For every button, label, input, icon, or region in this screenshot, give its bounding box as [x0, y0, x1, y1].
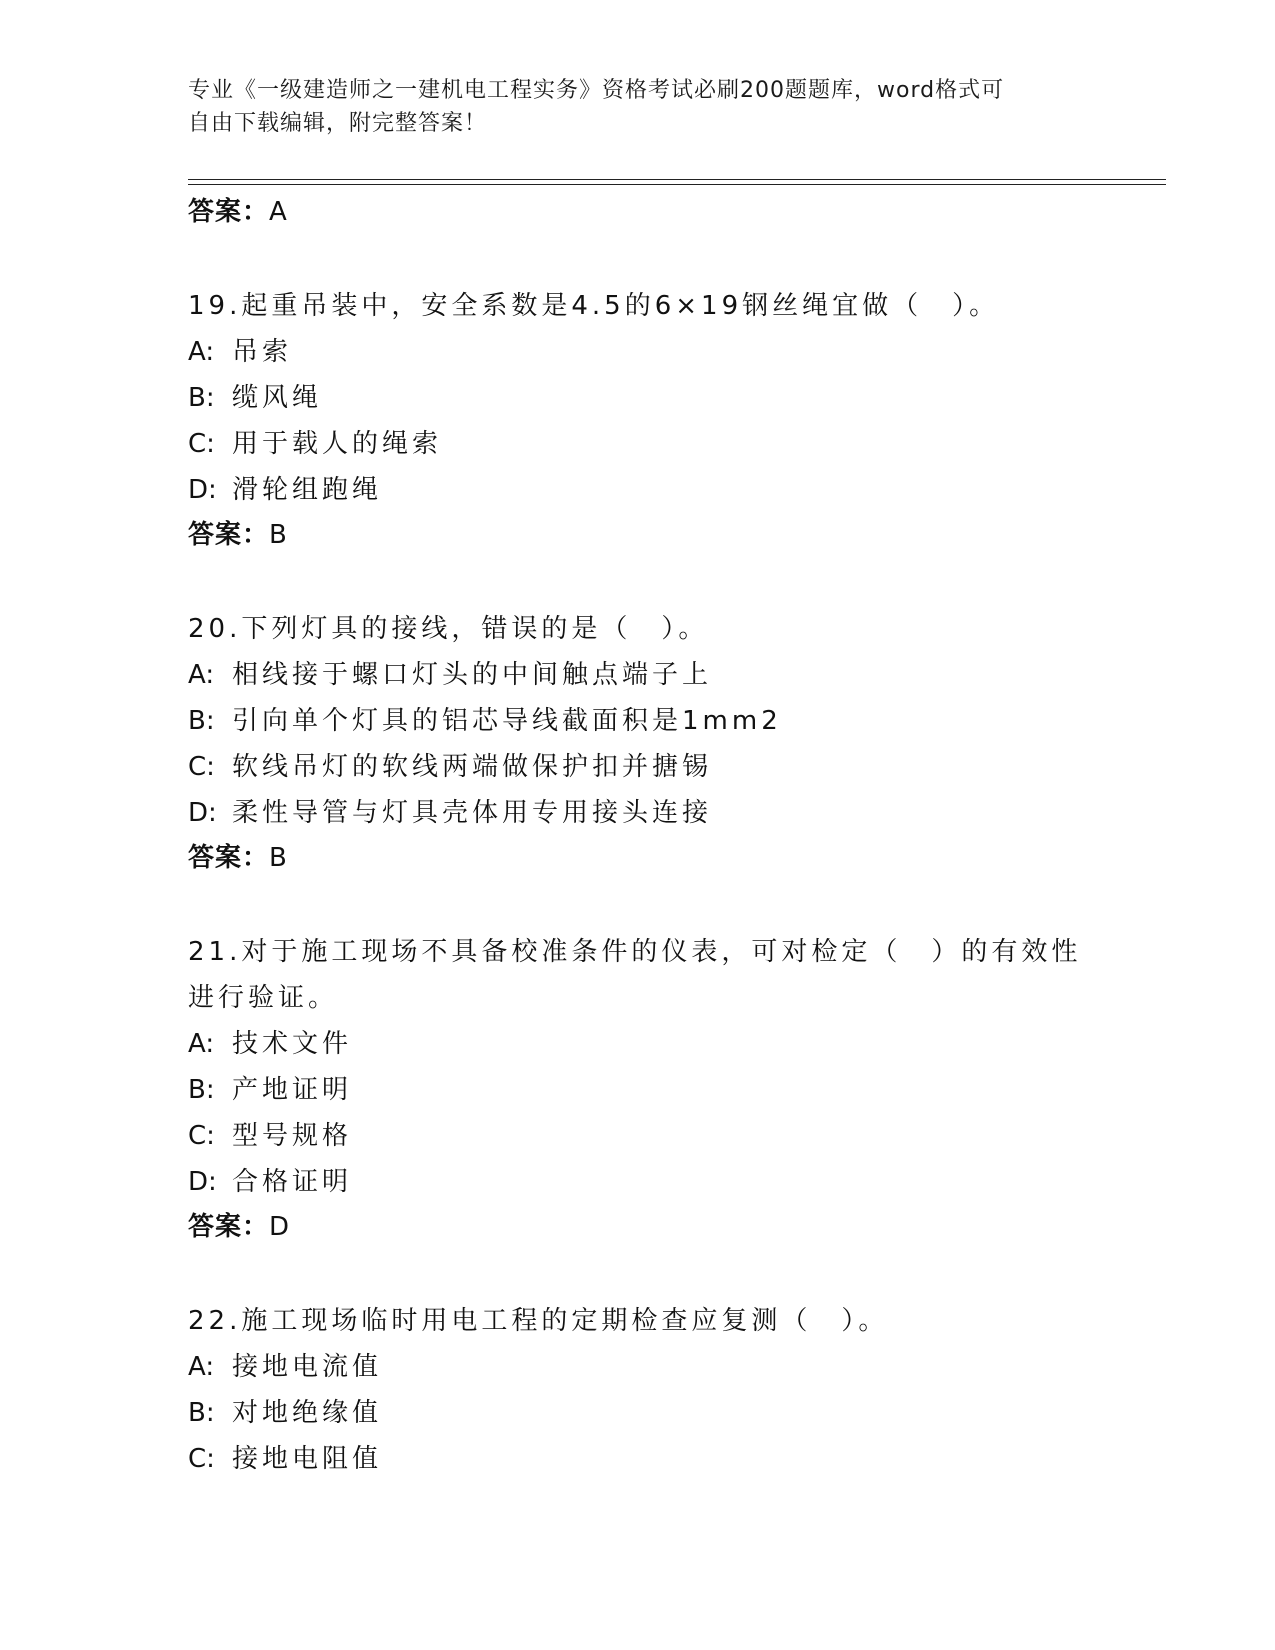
option-row	[188, 1021, 1088, 1067]
option-key: B:	[188, 1075, 215, 1105]
option-key: A:	[188, 337, 215, 367]
question-block	[188, 283, 1088, 557]
option-text: 柔性导管与灯具壳体用专用接头连接	[232, 798, 713, 828]
option-row	[188, 1344, 1088, 1390]
question-text: 21.对于施工现场不具备校准条件的仪表，可对检定（ ）的有效性进行验证。	[188, 937, 1082, 1013]
answer-line	[188, 1205, 1088, 1249]
header-line-1: 专业《一级建造师之一建机电工程实务》资格考试必刷200题题库，word格式可	[188, 78, 1005, 103]
question-list	[188, 190, 1088, 1482]
option-text: 用于载人的绳索	[232, 429, 443, 459]
option-key: B:	[188, 1398, 215, 1428]
option-row	[188, 790, 1088, 836]
option-row	[188, 652, 1088, 698]
option-text: 引向单个灯具的铝芯导线截面积是1mm2	[232, 706, 782, 736]
question-text: 22.施工现场临时用电工程的定期检查应复测（ ）。	[188, 1306, 889, 1336]
option-row	[188, 375, 1088, 421]
answer-value: B	[269, 843, 288, 873]
option-key: D:	[188, 1167, 217, 1197]
option-row	[188, 1113, 1088, 1159]
question-spacer	[188, 234, 1088, 283]
option-row	[188, 329, 1088, 375]
option-text: 接地电阻值	[232, 1444, 383, 1474]
option-key: D:	[188, 798, 217, 828]
answer-line	[188, 190, 1088, 234]
answer-label: 答案：	[188, 1212, 270, 1242]
option-text: 产地证明	[232, 1075, 353, 1105]
option-row	[188, 467, 1088, 513]
question-spacer	[188, 1249, 1088, 1298]
option-key: C:	[188, 1121, 215, 1151]
option-key: A:	[188, 1352, 215, 1382]
answer-label: 答案：	[188, 843, 270, 873]
option-key: A:	[188, 660, 215, 690]
option-row	[188, 1067, 1088, 1113]
option-key: C:	[188, 429, 215, 459]
option-text: 软线吊灯的软线两端做保护扣并搪锡	[232, 752, 713, 782]
option-key: A:	[188, 1029, 215, 1059]
option-text: 相线接于螺口灯头的中间触点端子上	[232, 660, 713, 690]
question-block	[188, 929, 1088, 1249]
question-text: 19.起重吊装中，安全系数是4.5的6×19钢丝绳宜做（ ）。	[188, 291, 1000, 321]
answer-value: A	[269, 197, 288, 227]
option-text: 技术文件	[232, 1029, 353, 1059]
header-divider-top	[188, 179, 1166, 180]
question-spacer	[188, 557, 1088, 606]
option-row	[188, 698, 1088, 744]
question-spacer	[188, 880, 1088, 929]
document-header	[188, 74, 1088, 140]
option-row	[188, 1390, 1088, 1436]
option-text: 接地电流值	[232, 1352, 383, 1382]
option-key: B:	[188, 383, 215, 413]
option-key: D:	[188, 475, 217, 505]
option-row	[188, 1436, 1088, 1482]
question-block	[188, 1298, 1088, 1482]
answer-line	[188, 836, 1088, 880]
option-text: 合格证明	[232, 1167, 353, 1197]
option-text: 缆风绳	[232, 383, 323, 413]
option-row	[188, 744, 1088, 790]
question-text: 20.下列灯具的接线，错误的是（ ）。	[188, 614, 709, 644]
answer-line	[188, 513, 1088, 557]
answer-value: B	[269, 520, 288, 550]
option-text: 型号规格	[232, 1121, 353, 1151]
option-text: 对地绝缘值	[232, 1398, 383, 1428]
answer-label: 答案：	[188, 520, 270, 550]
answer-label: 答案：	[188, 197, 270, 227]
option-key: B:	[188, 706, 215, 736]
option-row	[188, 421, 1088, 467]
answer-value: D	[269, 1212, 291, 1242]
header-divider-bottom	[188, 184, 1166, 185]
option-text: 吊索	[232, 337, 293, 367]
option-row	[188, 1159, 1088, 1205]
question-block	[188, 606, 1088, 880]
option-key: C:	[188, 752, 215, 782]
header-line-2: 自由下载编辑，附完整答案！	[188, 111, 488, 136]
option-text: 滑轮组跑绳	[232, 475, 383, 505]
option-key: C:	[188, 1444, 215, 1474]
